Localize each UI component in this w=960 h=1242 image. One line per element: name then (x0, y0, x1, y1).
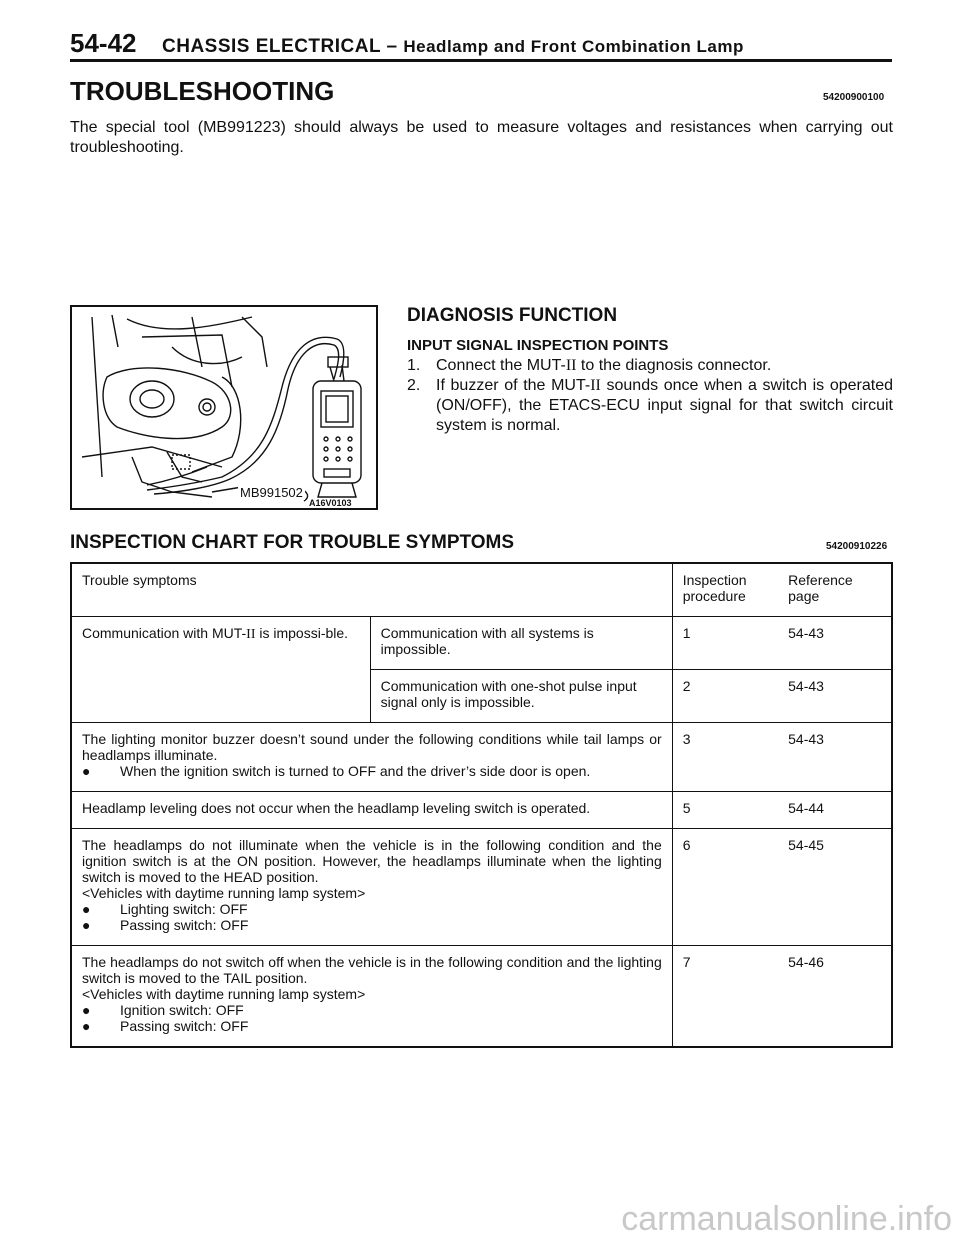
symptom-cell: Communication with all systems is impossible. (370, 617, 672, 670)
symptom-cell: The lighting monitor buzzer doesn’t sound under the following conditions while tail lamps or headlamps illuminate. ● When the ignition switch is turned to OFF and the driver’s side door is open. (71, 723, 672, 792)
inspection-chart-table (70, 562, 893, 1048)
page-cell: 54-44 (778, 792, 892, 829)
procedure-cell: 1 (672, 617, 778, 670)
tool-label: MB991502 (240, 485, 303, 500)
table-row (71, 946, 892, 1048)
page-cell: 54-43 (778, 670, 892, 723)
header-inspection-procedure: Inspection procedure (672, 563, 778, 617)
input-signal-subheading: INPUT SIGNAL INSPECTION POINTS (407, 337, 669, 354)
troubleshooting-code: 54200900100 (823, 92, 885, 103)
condition-bullet: ● Passing switch: OFF (82, 917, 249, 933)
symptom-cell: Headlamp leveling does not occur when the headlamp leveling switch is operated. (71, 792, 672, 829)
page-header (70, 28, 892, 62)
section-name: Headlamp and Front Combination Lamp (403, 37, 744, 56)
diagnosis-connector-figure (70, 305, 378, 510)
table-header-row (71, 563, 892, 617)
procedure-cell: 3 (672, 723, 778, 792)
inspection-chart-code: 54200910226 (826, 541, 888, 552)
figure-code: A16V0103 (309, 498, 352, 508)
troubleshooting-heading: TROUBLESHOOTING (70, 76, 335, 106)
procedure-cell: 6 (672, 829, 778, 946)
diagnosis-steps (407, 356, 893, 436)
chapter-title (162, 36, 744, 58)
procedure-cell: 5 (672, 792, 778, 829)
title-dash: – (386, 36, 398, 57)
symptom-cell: The headlamps do not illuminate when the vehicle is in the following condition and the ignition switch is at the ON position. However, the headlamps illuminate when the lighting switch is moved to the HEAD position. <Vehicles with daytime running lamp system> ● Lighting switch: OFF ● Passing switch: OFF (71, 829, 672, 946)
condition-bullet: ● Passing switch: OFF (82, 1018, 249, 1034)
page-cell: 54-45 (778, 829, 892, 946)
page-cell: 54-43 (778, 723, 892, 792)
chapter-name: CHASSIS ELECTRICAL (162, 36, 381, 57)
condition-bullet: ● When the ignition switch is turned to OFF and the driver’s side door is open. (82, 763, 591, 779)
symptom-cell: The headlamps do not switch off when the vehicle is in the following condition and the lighting switch is moved to the TAIL position. <Vehicles with daytime running lamp system> ● Ignition switch: OFF ● Passing switch: OFF (71, 946, 672, 1048)
page-number: 54-42 (70, 28, 137, 58)
page-cell: 54-46 (778, 946, 892, 1048)
diagnosis-step: 1. Connect the MUT-II to the diagnosis connector. (407, 357, 772, 374)
procedure-cell: 2 (672, 670, 778, 723)
table-row (71, 723, 892, 792)
table-row (71, 617, 892, 670)
header-rule (70, 59, 892, 62)
table-row (71, 792, 892, 829)
diagnosis-step: 2. If buzzer of the MUT-II sounds once when a switch is operated (ON/OFF), the ETACS-ECU input signal for that switch circuit system is normal. (407, 377, 893, 434)
troubleshooting-intro: The special tool (MB991223) should always be used to measure voltages and resistances when carrying out troubleshooting. (70, 119, 893, 156)
inspection-chart-heading: INSPECTION CHART FOR TROUBLE SYMPTOMS (70, 532, 515, 553)
watermark: carmanualsonline.info (621, 1200, 952, 1238)
page-cell: 54-43 (778, 617, 892, 670)
symptom-cell: Communication with one-shot pulse input signal only is impossible. (370, 670, 672, 723)
symptom-group-cell: Communication with MUT-II is impossi-ble. (71, 617, 370, 723)
header-trouble-symptoms: Trouble symptoms (71, 563, 672, 617)
diagnosis-heading: DIAGNOSIS FUNCTION (407, 305, 618, 326)
header-reference-page: Reference page (778, 563, 892, 617)
diagnosis-section (407, 305, 893, 436)
condition-bullet: ● Ignition switch: OFF (82, 1002, 244, 1018)
table-row (71, 829, 892, 946)
condition-bullet: ● Lighting switch: OFF (82, 901, 248, 917)
connector-illustration (72, 307, 376, 508)
procedure-cell: 7 (672, 946, 778, 1048)
